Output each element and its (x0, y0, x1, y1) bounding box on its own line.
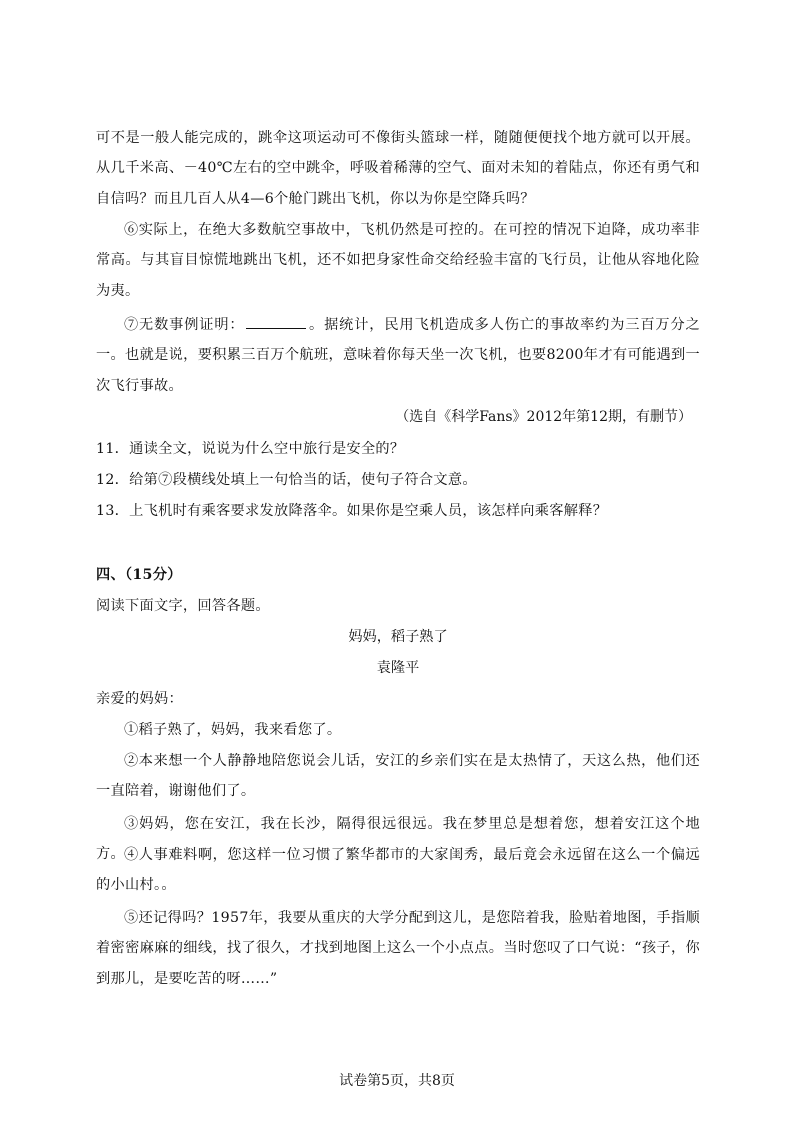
letter-paragraph-1: ①稻子熟了，妈妈，我来看您了。 (124, 722, 342, 738)
letter-paragraph-4: ④人事难料啊，您这样一位习惯了繁华都市的大家闺秀，最后竟会永远留在这么一个偏远的小山村。。 (96, 847, 700, 894)
section-four-heading: 四、（15分） (96, 567, 182, 583)
letter-paragraph-5: ⑤还记得吗？1957年，我要从重庆的大学分配到这儿，是您陪着我，脸贴着地图，手指顺着密密麻麻的细线，找了很久，才找到地图上这么一个小点点。当时您叹了口气说：“孩子，你到那儿，是要吃苦的呀……” (96, 910, 700, 987)
section-four-instruction: 阅读下面文字，回答各题。 (96, 598, 270, 614)
letter-greeting: 亲爱的妈妈： (96, 691, 183, 707)
letter-paragraph-3: ③妈妈，您在安江，我在长沙，隔得很远很远。我在梦里总是想着您，想着安江这个地方。 (96, 816, 700, 863)
paragraph-6: ⑥实际上，在绝大多数航空事故中，飞机仍然是可控的。在可控的情况下迫降，成功率非常高。与其盲目惊慌地跳出飞机，还不如把身家性命交给经验丰富的飞行员，让他从容地化险为夷。 (96, 222, 700, 299)
fill-in-blank (246, 314, 306, 329)
paragraph-continued: 可不是一般人能完成的，跳伞这项运动可不像街头篮球一样，随随便便找个地方就可以开展。从几千米高、－40℃左右的空中跳伞，呼吸着稀薄的空气、面对未知的着陆点，你还有勇气和自信吗？而且几百人从4—6个舱门跳出飞机，你以为你是空降兵吗？ (96, 130, 700, 207)
paragraph-7 (96, 310, 700, 401)
question-11: 11．通读全文，说说为什么空中旅行是安全的？ (96, 441, 405, 457)
paragraph-7-lead: ⑦无数事例证明： (124, 317, 245, 333)
question-13: 13．上飞机时有乘客要求发放降落伞。如果你是空乘人员，该怎样向乘客解释？ (96, 503, 608, 519)
letter-paragraph-2: ②本来想一个人静静地陪您说会儿话，安江的乡亲们实在是太热情了，天这么热，他们还一直陪着，谢谢他们了。 (96, 753, 700, 800)
paragraph-7-rest: 。据统计，民用飞机造成多人伤亡的事故率约为三百万分之一。也就是说，要积累三百万个航班，意味着你每天坐一次飞机，也要8200年才有可能遇到一次飞行事故。 (96, 317, 700, 394)
article-title: 妈妈，稻子熟了 (348, 629, 448, 645)
source-citation: （选自《科学Fans》2012年第12期，有删节） (395, 409, 692, 425)
question-12: 12．给第⑦段横线处填上一句恰当的话，使句子符合文意。 (96, 472, 477, 488)
article-author: 袁隆平 (376, 660, 420, 676)
page-footer: 试卷第5页，共8页 (339, 1073, 455, 1089)
